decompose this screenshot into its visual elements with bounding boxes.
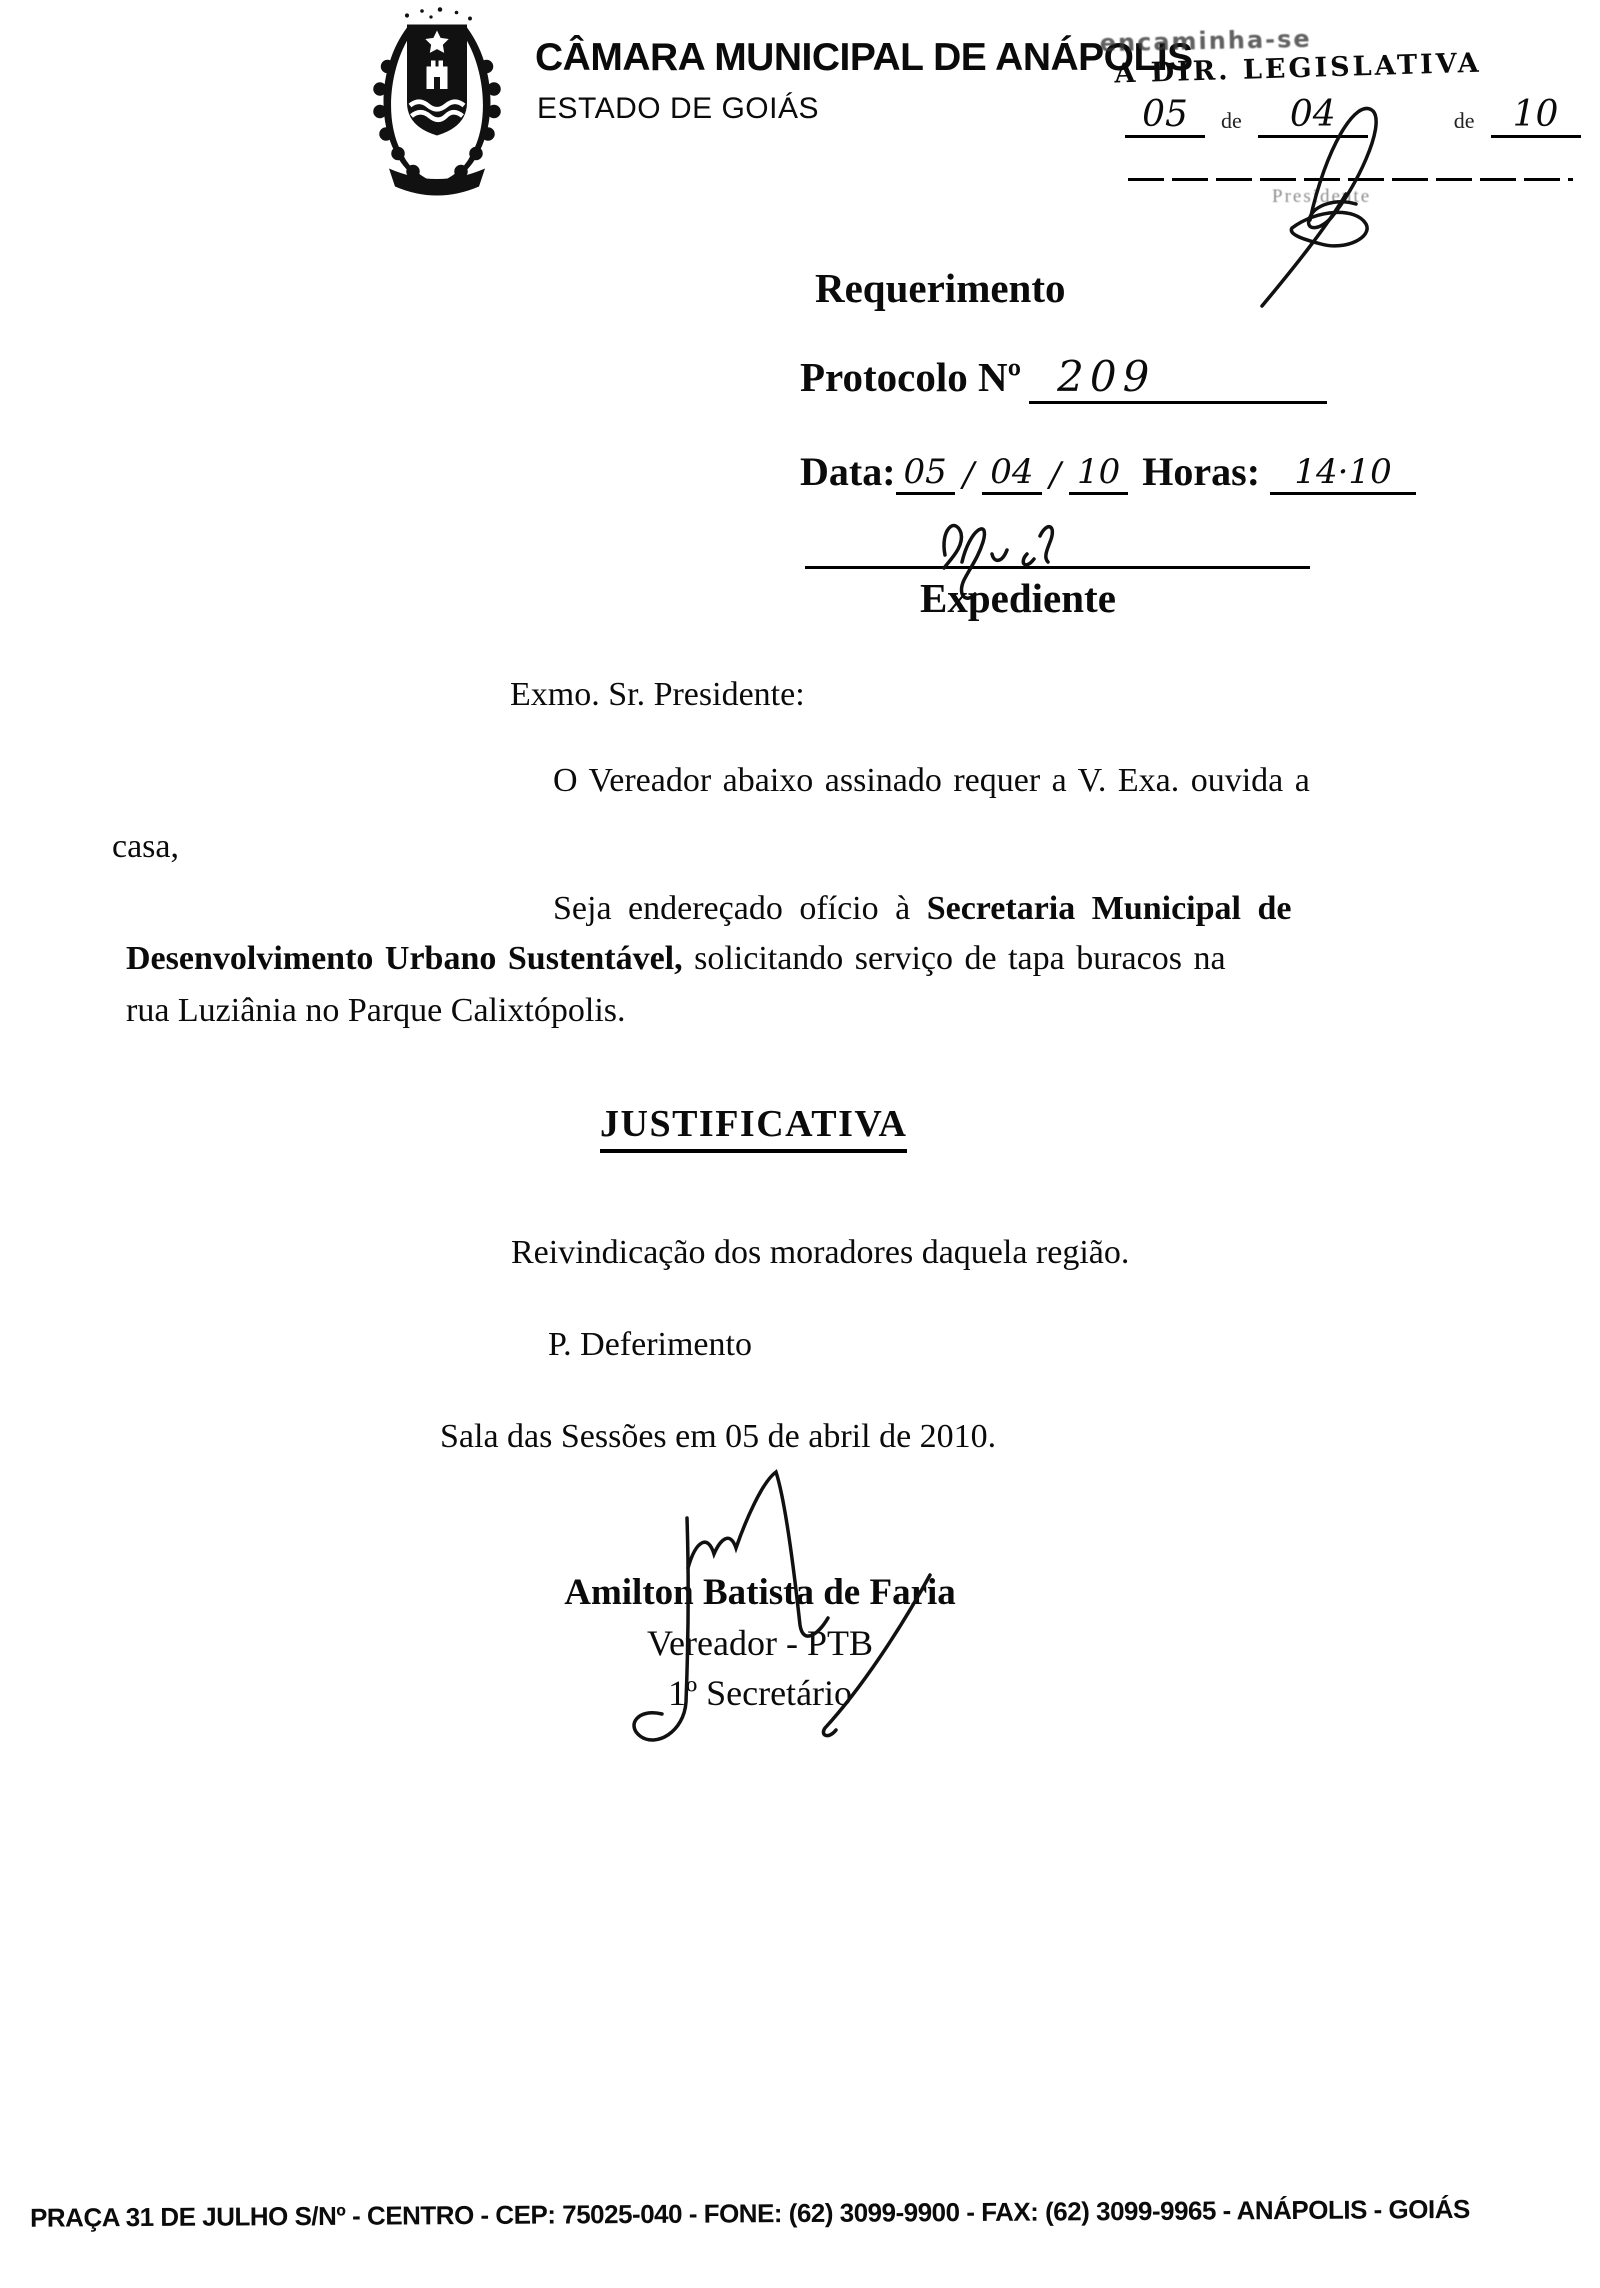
routing-signature-stroke xyxy=(1140,78,1600,318)
signer-position: 1º Secretário xyxy=(667,1673,853,1713)
protocol-label: Protocolo Nº xyxy=(800,354,1022,400)
session-statement: Sala das Sessões em 05 de abril de 2010. xyxy=(440,1418,997,1455)
petition-line-3: rua Luziânia no Parque Calixtópolis. xyxy=(126,992,626,1029)
org-name: CÂMARA MUNICIPAL DE ANÁPOLIS xyxy=(535,36,1193,79)
justification-title: JUSTIFICATIVA xyxy=(600,1102,907,1153)
doc-title: Requerimento xyxy=(815,265,1066,311)
time-value: 14·10 xyxy=(1270,452,1416,495)
section-title: Expediente xyxy=(920,575,1116,621)
petition-line-1 xyxy=(553,890,1291,928)
petition-rest-1: solicitando serviço de tapa buracos na xyxy=(682,940,1226,977)
org-state: ESTADO DE GOIÁS xyxy=(537,92,819,125)
petition-bold-1: Secretaria Municipal de xyxy=(926,890,1292,927)
salutation: Exmo. Sr. Presidente: xyxy=(510,676,805,713)
routing-signer-label: Presidente xyxy=(1272,186,1372,207)
routing-destination: A DIR. LEGISLATIVA xyxy=(1113,47,1483,90)
routing-date-sep2: de xyxy=(1453,108,1475,133)
footer-address: PRAÇA 31 DE JULHO S/Nº - CENTRO - CEP: 75025-040 - FONE: (62) 3099-9900 - FAX: (62) 3099-9965 - ANÁPOLIS - GOIÁS xyxy=(29,2193,1470,2233)
date-slash-2: / xyxy=(1049,455,1061,495)
request-intro-cont: casa, xyxy=(112,828,180,865)
protocol-underline xyxy=(1029,352,1327,404)
routing-stamp: encaminha-se xyxy=(1099,24,1312,58)
signer-role: Vereador - PTB xyxy=(647,1623,873,1663)
routing-date-day: 05 xyxy=(1125,94,1205,138)
signer-signature-stroke xyxy=(580,1430,980,1765)
date-month: 04 xyxy=(982,452,1041,495)
routing-date-sep1: de xyxy=(1221,108,1242,133)
date-time-row xyxy=(800,448,1416,495)
request-intro: O Vereador abaixo assinado requer a V. Exa. ouvida a xyxy=(553,762,1310,799)
date-slash-1: / xyxy=(962,455,975,495)
protocol-number: 209 xyxy=(1057,352,1156,401)
date-day: 05 xyxy=(896,452,955,495)
routing-date-month: 04 xyxy=(1258,94,1368,138)
routing-date-year: 10 xyxy=(1491,94,1581,138)
protocol-row xyxy=(800,352,1327,404)
justification-text: Reivindicação dos moradores daquela região. xyxy=(511,1234,1130,1271)
signer-name: Amilton Batista de Faria xyxy=(564,1572,956,1613)
petition-line-2 xyxy=(126,940,1226,978)
date-label: Data: xyxy=(800,449,896,494)
time-label: Horas: xyxy=(1142,449,1261,494)
date-year: 10 xyxy=(1069,452,1128,495)
approval-request: P. Deferimento xyxy=(548,1326,752,1363)
petition-lead: Seja endereçado ofício à xyxy=(553,890,927,927)
coat-of-arms-icon xyxy=(362,6,512,201)
petition-bold-2: Desenvolvimento Urbano Sustentável, xyxy=(126,940,683,977)
